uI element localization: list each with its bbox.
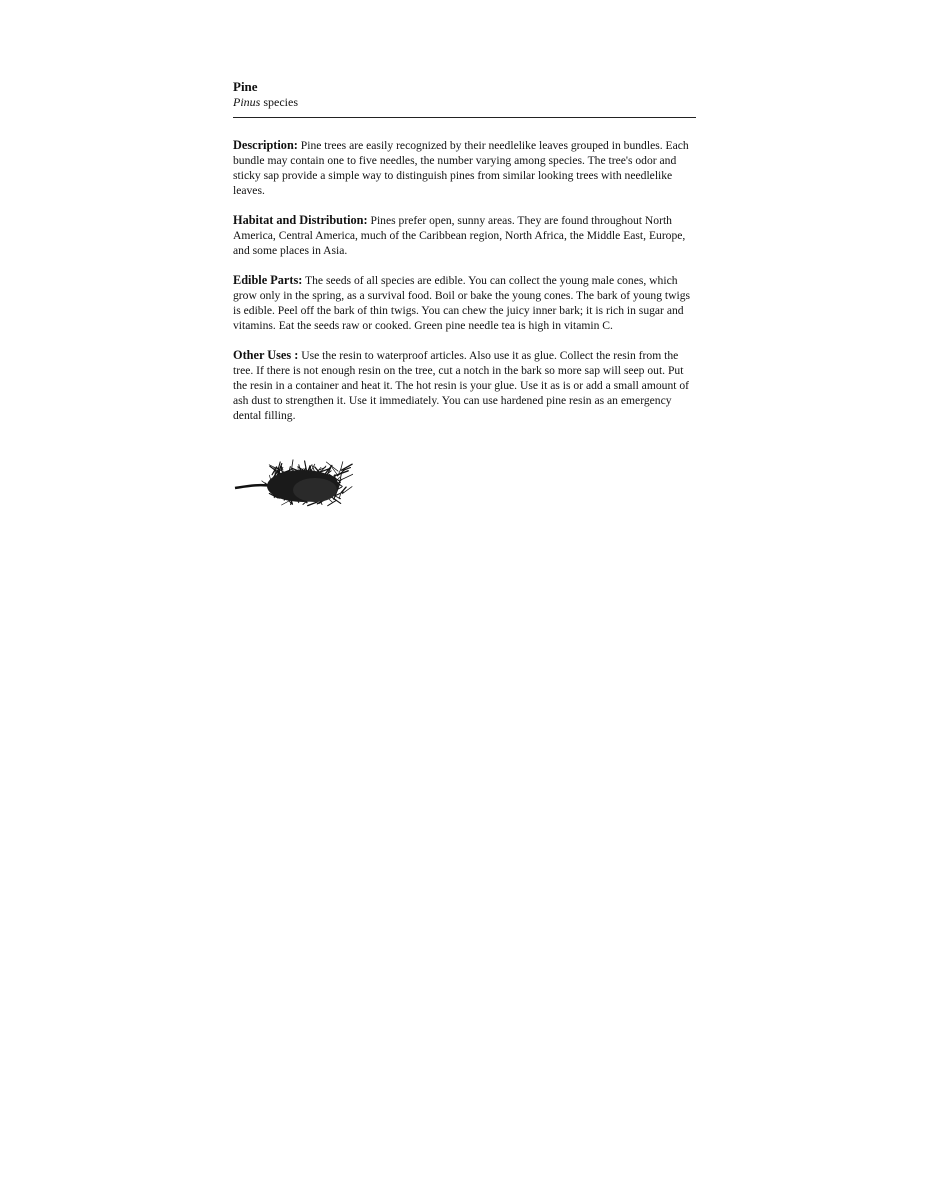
description-label: Description: [233, 138, 298, 152]
needle-stroke [342, 473, 353, 479]
description-text: Pine trees are easily recognized by their needlelike leaves grouped in bundles. Each bundle may contain one to five needles, the number varying among species. The tree's odor and sticky sap provide a simple way to distinguish pines from similar looking trees with needlelike leaves. [233, 139, 689, 197]
scientific-name-line [233, 95, 696, 110]
pine-branch-illustration [233, 450, 353, 512]
needle-stroke [308, 502, 318, 506]
habitat-text: Pines prefer open, sunny areas. They are found throughout North America, Central America, much of the Caribbean region, North Africa, the Middle East, Europe, and some places in Asia. [233, 214, 686, 257]
edible-parts-label: Edible Parts: [233, 273, 303, 287]
needle-stroke [328, 500, 337, 505]
habitat-label: Habitat and Distribution: [233, 213, 368, 227]
description-section [233, 138, 696, 198]
edible-parts-text: The seeds of all species are edible. You can collect the young male cones, which grow only in the spring, as a survival food. Boil or bake the young cones. The bark of young twigs is edible. Peel off the bark of thin twigs. You can chew the juicy inner bark; it is rich in sugar and vitamins. Eat the seeds raw or cooked. Green pine needle tea is high in vitamin C. [233, 274, 691, 332]
other-uses-section [233, 348, 696, 423]
document-page [233, 79, 696, 438]
other-uses-label: Other Uses : [233, 348, 299, 362]
scientific-suffix: species [260, 95, 298, 109]
header-divider [233, 117, 696, 118]
scientific-name: Pinus [233, 95, 261, 109]
edible-parts-section [233, 273, 696, 333]
habitat-section [233, 213, 696, 258]
plant-name: Pine [233, 79, 258, 94]
other-uses-text: Use the resin to waterproof articles. Also use it as glue. Collect the resin from the tree. If there is not enough resin on the tree, cut a notch in the bark so more sap will seep out. Put the resin in a container and heat it. The hot resin is your glue. Use it as is or add a small amount of ash dust to strengthen it. Use it immediately. You can use hardened pine resin as an emergency dental filling. [233, 349, 690, 422]
